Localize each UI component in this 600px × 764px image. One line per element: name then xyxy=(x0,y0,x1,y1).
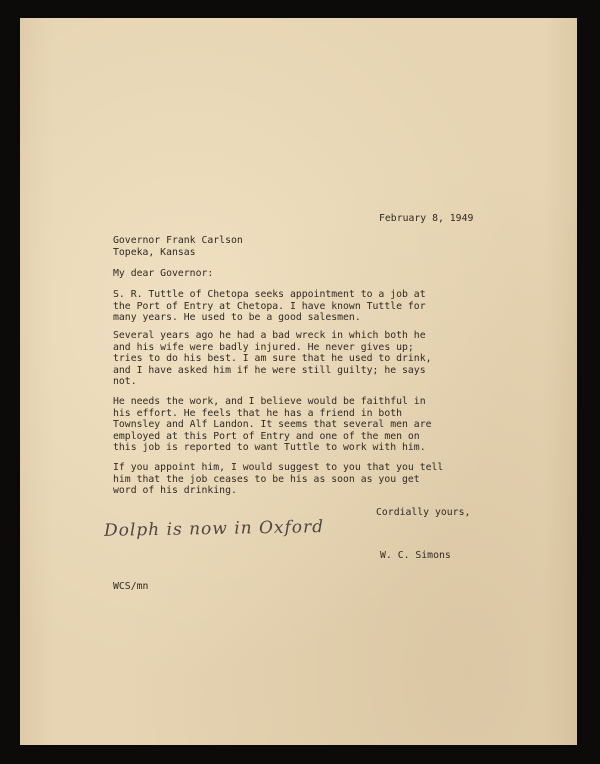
text-line: He needs the work, and I believe would be faithful in xyxy=(113,396,426,407)
text-line: and his wife were badly injured. He never gives up; xyxy=(113,341,414,353)
salutation: My dear Governor: xyxy=(113,268,214,279)
text-line: and I have asked him if he were still guilty; he says xyxy=(113,364,426,376)
paragraph-1 xyxy=(113,289,426,324)
text-line: many years. He used to be a good salesmen. xyxy=(113,312,361,324)
text-line: his effort. He feels that he has a friend in both xyxy=(113,407,403,419)
recipient-address xyxy=(113,235,243,258)
typed-signature: W. C. Simons xyxy=(380,550,451,561)
text-line: this job is reported to want Tuttle to work with him. xyxy=(113,442,426,454)
handwritten-note: Dolph is now in Oxford xyxy=(103,517,325,541)
text-line: Townsley and Alf Landon. It seems that several men are xyxy=(113,419,432,431)
letter-date: February 8, 1949 xyxy=(379,213,474,224)
address-line-2: Topeka, Kansas xyxy=(113,246,196,258)
paragraph-3 xyxy=(113,396,432,454)
text-line: word of his drinking. xyxy=(113,485,237,497)
text-line: If you appoint him, I would suggest to you that you tell xyxy=(113,462,444,473)
text-line: him that the job ceases to be his as soon as you get xyxy=(113,473,420,485)
text-line: not. xyxy=(113,376,137,388)
reference-initials: WCS/mn xyxy=(113,581,149,592)
text-line: Several years ago he had a bad wreck in which both he xyxy=(113,330,426,341)
paragraph-4 xyxy=(113,462,443,497)
text-line: the Port of Entry at Chetopa. I have known Tuttle for xyxy=(113,300,426,312)
text-line: tries to do his best. I am sure that he used to drink, xyxy=(113,353,432,365)
paragraph-2 xyxy=(113,330,432,388)
text-line: employed at this Port of Entry and one of the men on xyxy=(113,430,420,442)
text-line: S. R. Tuttle of Chetopa seeks appointment to a job at xyxy=(113,289,426,300)
address-line-1: Governor Frank Carlson xyxy=(113,235,243,246)
complimentary-closing: Cordially yours, xyxy=(376,507,471,518)
